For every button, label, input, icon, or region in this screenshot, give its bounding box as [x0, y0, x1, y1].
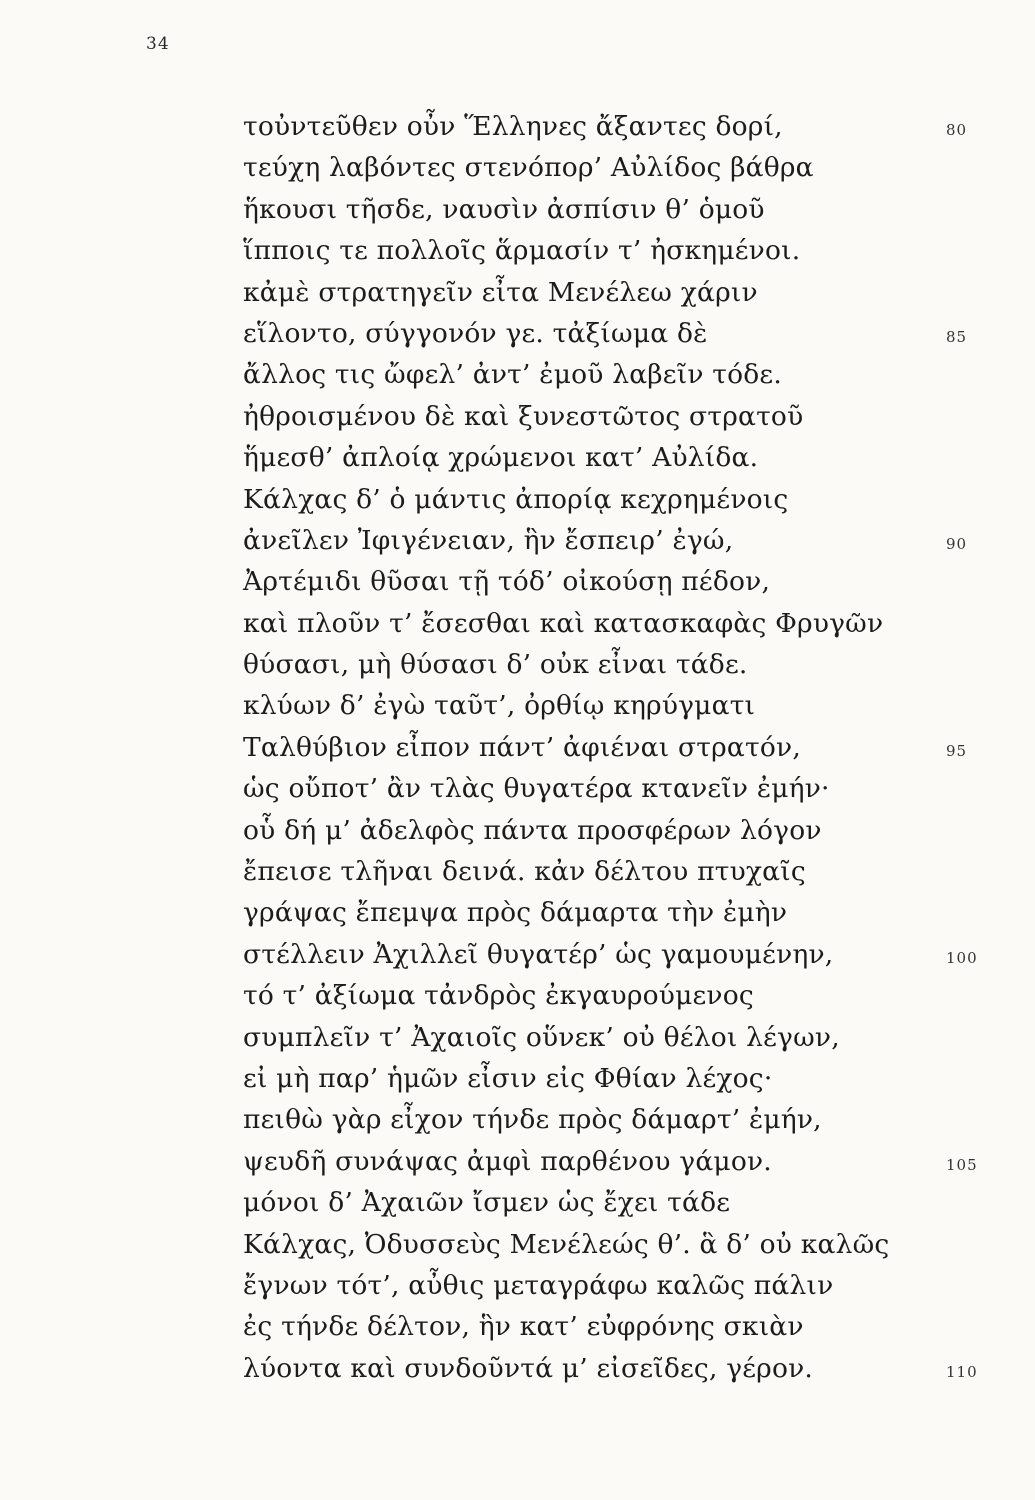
verse-line [243, 354, 1003, 395]
verse-text: ὡς οὔποτ’ ἂν τλὰς θυγατέρα κτανεῖν ἐμήν· [243, 773, 830, 805]
verse-line [243, 313, 1003, 354]
verse-line [243, 685, 1003, 726]
verse-line [243, 147, 1003, 188]
line-number: 110 [946, 1362, 978, 1381]
verse-text: ἔπεισε τλῆναι δεινά. κἀν δέλτου πτυχαῖς [243, 856, 806, 888]
verse-text: γράψας ἔπεμψα πρὸς δάμαρτα τὴν ἐμὴν [243, 897, 788, 929]
verse-line [243, 727, 1003, 768]
verse-text: κλύων δ’ ἐγὼ ταῦτ’, ὀρθίῳ κηρύγματι [243, 690, 756, 722]
verse-text: Κάλχας, Ὀδυσσεὺς Μενέλεώς θ’. ἃ δ’ οὐ καλῶς [243, 1228, 890, 1260]
verse-text: ψευδῆ συνάψας ἀμφὶ παρθένου γάμον. [243, 1145, 772, 1177]
verse-line [243, 1099, 1003, 1140]
verse-block [243, 106, 1003, 1389]
verse-line [243, 272, 1003, 313]
verse-text: στέλλειν Ἀχιλλεῖ θυγατέρ’ ὡς γαμουμένην, [243, 938, 834, 970]
verse-line [243, 851, 1003, 892]
verse-line [243, 437, 1003, 478]
verse-line [243, 1058, 1003, 1099]
verse-text: Ἀρτέμιδι θῦσαι τῇ τόδ’ οἰκούσῃ πέδον, [243, 566, 771, 598]
verse-line [243, 768, 1003, 809]
verse-text: πειθὼ γὰρ εἶχον τήνδε πρὸς δάμαρτ’ ἐμήν, [243, 1104, 822, 1136]
verse-text: οὗ δή μ’ ἀδελφὸς πάντα προσφέρων λόγον [243, 814, 822, 846]
verse-line [243, 934, 1003, 975]
verse-line [243, 810, 1003, 851]
verse-text: τοὐντεῦθεν οὖν Ἕλληνες ἄξαντες δορί, [243, 111, 783, 142]
page-number: 34 [146, 34, 170, 54]
verse-line [243, 561, 1003, 602]
verse-text: ἥμεσθ’ ἀπλοίᾳ χρώμενοι κατ’ Αὐλίδα. [243, 442, 759, 474]
verse-line [243, 1306, 1003, 1347]
verse-text: Ταλθύβιον εἶπον πάντ’ ἀφιέναι στρατόν, [243, 731, 801, 763]
verse-text: ἐς τήνδε δέλτον, ἣν κατ’ εὐφρόνης σκιὰν [243, 1311, 804, 1343]
verse-line [243, 975, 1003, 1016]
verse-text: ἔγνων τότ’, αὖθις μεταγράφω καλῶς πάλιν [243, 1269, 834, 1301]
verse-text: ἠθροισμένου δὲ καὶ ξυνεστῶτος στρατοῦ [243, 400, 804, 432]
verse-line [243, 644, 1003, 685]
verse-line [243, 1348, 1003, 1389]
verse-line [243, 1224, 1003, 1265]
verse-line [243, 520, 1003, 561]
verse-line [243, 230, 1003, 271]
verse-text: κἀμὲ στρατηγεῖν εἶτα Μενέλεω χάριν [243, 276, 758, 308]
verse-text: θύσασι, μὴ θύσασι δ’ οὐκ εἶναι τάδε. [243, 649, 748, 681]
verse-line [243, 396, 1003, 437]
verse-text: ἄλλος τις ὤφελ’ ἀντ’ ἐμοῦ λαβεῖν τόδε. [243, 359, 782, 391]
verse-text: εἰ μὴ παρ’ ἡμῶν εἶσιν εἰς Φθίαν λέχος· [243, 1062, 773, 1094]
verse-line [243, 892, 1003, 933]
verse-text: τεύχη λαβόντες στενόπορ’ Αὐλίδος βάθρα [243, 152, 814, 184]
verse-line [243, 189, 1003, 230]
verse-line [243, 1017, 1003, 1058]
verse-text: λύοντα καὶ συνδοῦντά μ’ εἰσεῖδες, γέρον. [243, 1352, 814, 1384]
verse-text: καὶ πλοῦν τ’ ἔσεσθαι καὶ κατασκαφὰς Φρυγῶν [243, 607, 884, 639]
verse-line [243, 1141, 1003, 1182]
verse-text: συμπλεῖν τ’ Ἀχαιοῖς οὕνεκ’ οὐ θέλοι λέγων, [243, 1021, 840, 1053]
line-number: 85 [946, 327, 968, 346]
line-number: 90 [946, 534, 968, 553]
verse-text: ἥκουσι τῆσδε, ναυσὶν ἀσπίσιν θ’ ὁμοῦ [243, 193, 765, 225]
verse-text: ἵπποις τε πολλοῖς ἅρμασίν τ’ ἠσκημένοι. [243, 235, 801, 267]
verse-text: τό τ’ ἀξίωμα τἀνδρὸς ἐκγαυρούμενος [243, 980, 754, 1012]
verse-line [243, 1182, 1003, 1223]
line-number: 95 [946, 741, 968, 760]
line-number: 80 [946, 121, 968, 139]
line-number: 105 [946, 1155, 978, 1174]
verse-text: Κάλχας δ’ ὁ μάντις ἀπορίᾳ κεχρημένοις [243, 483, 789, 515]
verse-text: μόνοι δ’ Ἀχαιῶν ἴσμεν ὡς ἔχει τάδε [243, 1187, 731, 1219]
verse-line [243, 479, 1003, 520]
verse-line [243, 106, 1003, 147]
verse-line [243, 1265, 1003, 1306]
verse-text: ἀνεῖλεν Ἰφιγένειαν, ἣν ἔσπειρ’ ἐγώ, [243, 524, 734, 556]
line-number: 100 [946, 948, 978, 967]
verse-line [243, 603, 1003, 644]
verse-text: εἵλοντο, σύγγονόν γε. τἀξίωμα δὲ [243, 317, 708, 349]
